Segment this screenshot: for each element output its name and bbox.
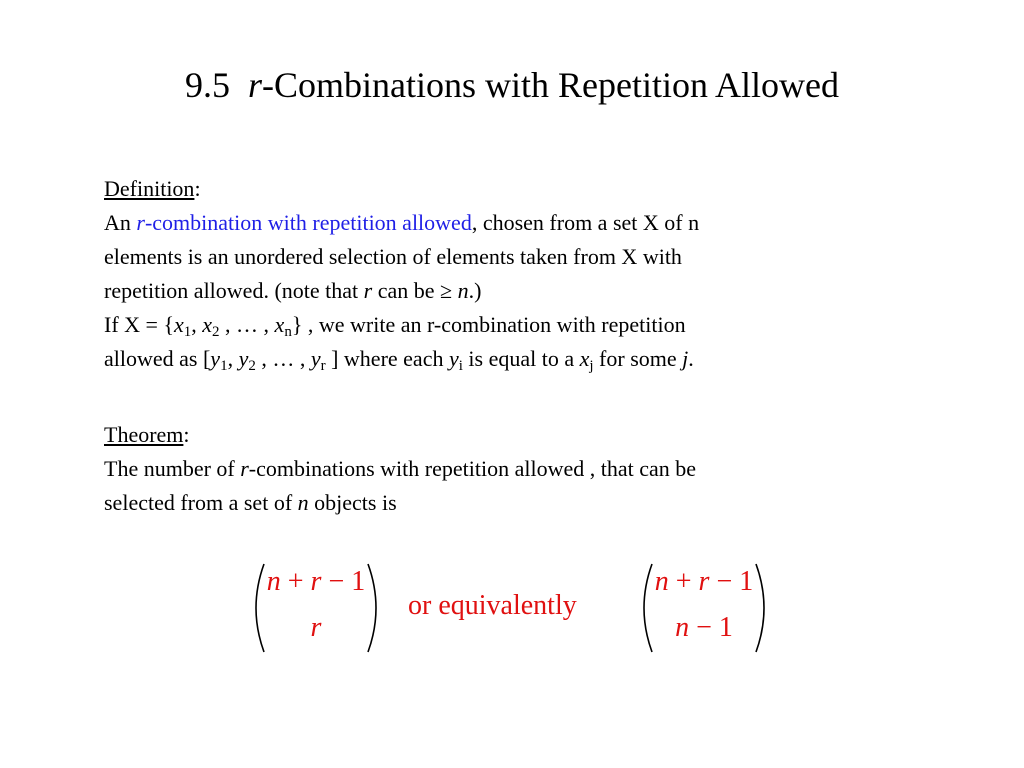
definition-line-2: elements is an unordered selection of elements taken from X with — [104, 244, 682, 269]
binom1-minus: − — [321, 566, 352, 597]
thm-l1-r: r — [240, 456, 249, 481]
def-l5-j: j — [682, 346, 689, 371]
definition-line-3 — [104, 274, 904, 308]
def-l5-s1: 1 — [220, 358, 228, 374]
theorem-line-1 — [104, 452, 904, 486]
def-l5-comma: , — [227, 346, 239, 371]
def-l3-r: r — [363, 278, 373, 303]
definition-block — [104, 172, 904, 376]
thm-l2-n: n — [297, 490, 309, 515]
binom2-r: r — [698, 566, 710, 597]
def-l4-xn: x — [274, 312, 285, 337]
def-l5-d: for some — [593, 346, 683, 371]
theorem-heading: Theorem — [104, 422, 184, 447]
binom1-bottom-r: r — [310, 612, 322, 643]
def-l4-x2: x — [202, 312, 213, 337]
section-number: 9.5 — [185, 65, 230, 105]
binom2-bottom-one: 1 — [718, 612, 733, 643]
def-l5-a: allowed as [ — [104, 346, 211, 371]
theorem-heading-line: Theorem: — [104, 422, 190, 447]
thm-l1-b: -combinations with repetition allowed , that can be — [248, 456, 697, 481]
def-l1-a: An — [104, 210, 137, 235]
theorem-block — [104, 418, 904, 520]
binomial-coefficient-2 — [636, 560, 772, 656]
binom2-plus: + — [668, 566, 699, 597]
definition-line-1 — [104, 206, 904, 240]
def-highlight-term: -combination with repetition allowed — [144, 210, 472, 235]
def-l5-yi: y — [448, 346, 459, 371]
formula-connector: or equivalently — [408, 590, 577, 621]
definition-heading-line: Definition: — [104, 176, 201, 201]
def-l5-b: ] where each — [325, 346, 449, 371]
def-l4-s1: 1 — [183, 324, 192, 340]
def-l5-e: . — [688, 346, 694, 371]
def-l5-xj: x — [579, 346, 590, 371]
thm-l2-b: objects is — [308, 490, 397, 515]
binom2-bottom-n: n — [675, 612, 690, 643]
def-l5-c: is equal to a — [462, 346, 580, 371]
binom1-top — [248, 566, 384, 598]
def-l4-rest: } , we write an r-combination with repetition — [291, 312, 686, 337]
def-l4-mid: , … , — [219, 312, 275, 337]
def-l5-mid: , … , — [255, 346, 311, 371]
def-l5-y2: y — [238, 346, 249, 371]
binom2-top — [636, 566, 772, 598]
title-variable: r — [248, 65, 263, 105]
def-l5-yr: y — [310, 346, 321, 371]
def-l5-sr: r — [320, 358, 326, 374]
definition-line-5 — [104, 342, 904, 376]
thm-l2-a: selected from a set of — [104, 490, 298, 515]
def-l4-s2: 2 — [212, 324, 220, 340]
binom1-n: n — [266, 566, 281, 597]
binom2-n: n — [654, 566, 669, 597]
def-l4-a: If X = { — [104, 312, 175, 337]
def-l1-rest: , chosen from a set X of n — [471, 210, 700, 235]
binom2-bottom-minus: − — [689, 612, 719, 643]
binom1-plus: + — [280, 566, 311, 597]
def-l4-comma: , — [191, 312, 203, 337]
theorem-line-2 — [104, 486, 904, 520]
binom2-one: 1 — [739, 566, 754, 597]
binom2-minus: − — [709, 566, 740, 597]
title-text: -Combinations with Repetition Allowed — [262, 65, 839, 105]
binom1-r: r — [310, 566, 322, 597]
definition-heading: Definition — [104, 176, 195, 201]
def-l4-sn: n — [284, 324, 292, 340]
def-l5-s2: 2 — [248, 358, 256, 374]
def-l3-b: can be ≥ — [372, 278, 458, 303]
def-l1-var: r — [136, 210, 145, 235]
def-l3-c: .) — [468, 278, 482, 303]
def-l3-n: n — [457, 278, 469, 303]
binom1-one: 1 — [351, 566, 366, 597]
binomial-coefficient-1 — [248, 560, 384, 656]
slide-title — [0, 64, 1024, 106]
def-l4-x1: x — [174, 312, 184, 337]
def-l3-a: repetition allowed. (note that — [104, 278, 364, 303]
thm-l1-a: The number of — [104, 456, 241, 481]
def-l5-y1: y — [210, 346, 221, 371]
def-l5-sj: j — [589, 358, 594, 374]
binom1-bottom — [248, 612, 384, 644]
binom2-bottom — [636, 612, 772, 644]
definition-line-4 — [104, 308, 904, 342]
def-l5-si: i — [458, 358, 463, 374]
